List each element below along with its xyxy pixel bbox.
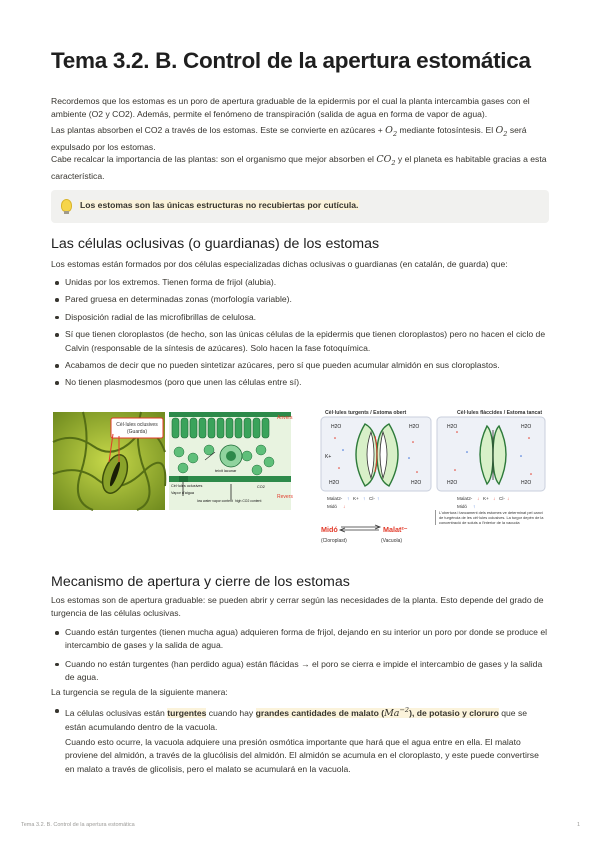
intro-paragraph-3: Cabe recalcar la importancia de las plantas: son el organismo que mejor absorben el $CO_2$ y el planeta es habitable gracias a esta característica.: [51, 154, 547, 182]
h2o-label: H2O: [447, 424, 458, 430]
h2o-label: H2O: [331, 424, 342, 430]
h2o-label: H2O: [411, 480, 422, 486]
svg-text:↑: ↑: [347, 496, 350, 501]
section1-intro: Los estomas están formados por dos células especializadas dichas oclusivas o guardianas (en catalán, de guarda) que:: [51, 259, 508, 269]
intro-paragraph-1: Recordemos que los estomas es un poro de apertura graduable de la epidermis por el cual la planta intercambia gases con el ambiente (O2 y CO2). Además, permite el fenómeno de transpiración (salida de agua en forma de vapor de agua).: [51, 96, 530, 120]
list-item: Cuando no están turgentes (han perdido agua) están flácidas → el poro se cierra e impide el intercambio de gases y la salida de agua.: [51, 658, 549, 685]
svg-text:↑: ↑: [363, 496, 366, 501]
highlight-turgentes: turgentes: [167, 708, 207, 719]
diagram-title-closed: Cèl·lules flàccides / Estoma tancat: [457, 410, 543, 416]
co2-formula: $CO_2$: [376, 154, 396, 167]
h2o-label: H2O: [447, 480, 458, 486]
intro-paragraph-2: Las plantas absorben el CO2 a través de los estomas. Este se convierte en azúcares + $O_2$ mediante fotosíntesis. El $O_2$ será expulsado por los estomas.: [51, 125, 527, 153]
svg-text:↓: ↓: [343, 504, 346, 509]
regulation-intro: La turgencia se regula de la siguiente manera:: [51, 687, 228, 697]
section-heading-guard-cells: Las células oclusivas (o guardianas) de los estomas: [51, 236, 380, 252]
h2o-label: H2O: [521, 480, 532, 486]
leaf-cross-section: [169, 412, 291, 510]
diagram-title-open: Cèl·lules turgents / Estoma obert: [325, 410, 407, 416]
svg-text:↓: ↓: [507, 496, 510, 501]
h2o-label: H2O: [521, 424, 532, 430]
svg-text:↑: ↑: [377, 496, 380, 501]
section2-intro: Los estomas son de apertura graduable: se pueden abrir y cerrar según las necesidades de la planta. Esto depende del grado de turgencia de las células oclusivas.: [51, 595, 544, 619]
svg-text:K+: K+: [483, 496, 489, 501]
page-number: 1: [576, 822, 580, 828]
list-item: Unidas por los extremos. Tienen forma de frijol (alubia).: [51, 276, 549, 289]
page-title: Tema 3.2. B. Control de la apertura estomática: [51, 48, 531, 73]
mido-legend: Midó: [457, 504, 467, 509]
section-label: teixit lacunar: [215, 469, 237, 473]
micrograph-label: (Guarda): [126, 429, 148, 435]
h2o-label: H2O: [409, 424, 420, 430]
stomata-turgor-diagram: [317, 408, 549, 556]
svg-text:Cl-: Cl-: [499, 496, 505, 501]
malat-legend: Malat2-: [457, 496, 473, 501]
svg-text:↑: ↑: [473, 504, 476, 509]
stomata-micrograph: [53, 412, 165, 510]
list-item: Acabamos de decir que no pueden sintetizar azúcares, pero sí que pueden acumular almidón en sus cloroplastos.: [51, 359, 549, 372]
section-heading-mechanism: Mecanismo de apertura y cierre de los estomas: [51, 574, 350, 590]
revers-label: Revers: [277, 494, 293, 500]
malate-label: Malat²⁻: [383, 525, 408, 534]
starch-label: Midó: [321, 525, 338, 534]
svg-text:↓: ↓: [493, 496, 496, 501]
list-item: Cuando están turgentes (tienen mucha agua) adquieren forma de frijol, dejando en su interior un poro por donde se produce el intercambio de gases y la salida de agua.: [51, 626, 549, 653]
list-item: No tienen plasmodesmos (poro que unen las células entre sí).: [51, 376, 549, 389]
o2-formula: $O_2$: [385, 125, 398, 138]
section-label: low water vapor content: [197, 499, 233, 503]
guard-cell-list: [51, 276, 549, 390]
svg-text:↓: ↓: [477, 496, 480, 501]
list-item: La células oclusivas están turgentes cuando hay grandes cantidades de malato $(Ma^{-2})$, de potasio y cloruro que se están acumulando dentro de la vacuola.: [51, 704, 549, 734]
h2o-label: H2O: [329, 480, 340, 486]
mido-legend: Midó: [327, 504, 337, 509]
figures-row: [51, 408, 549, 556]
diagram-note: L'obertura i tancament dels estomes ve determinat pel canvi de turgència de les cèl·lules oclusives. La turgor depèn de la concentració de soluts a l'interior de la vacuola: [435, 510, 547, 525]
footer-title: Tema 3.2. B. Control de la apertura estomática: [21, 822, 135, 828]
regulation-list: [51, 704, 549, 734]
malate-explanation: Cuando esto ocurre, la vacuola adquiere una presión osmótica importante que hará que el agua entre en ella. El malato proviene del almidón, a través de la glucólisis del almidón. El almidón se acumula en el cloroplasto, y este puede convertirse en malato a través de glicolisis, pero el malato se acumulará en la vacuola.: [65, 737, 539, 774]
list-item: Sí que tienen cloroplastos (de hecho, son las únicas células de la epidermis que tienen cloroplastos) pero no hacen el ciclo de Calvin (responsable de la síntesis de azúcares). Solo hacen la fase fotoquímica.: [51, 328, 549, 355]
section-label: CO2: [257, 485, 265, 489]
callout-text: Los estomas son las únicas estructuras no recubiertas por cutícula.: [80, 200, 359, 210]
chloroplast-label: (Cloroplast): [321, 538, 347, 544]
section-label: Cèl·lules oclusives: [171, 484, 203, 488]
anvers-label: Anvers: [277, 415, 293, 421]
svg-text:Cl-: Cl-: [369, 496, 375, 501]
turgor-list: [51, 626, 549, 685]
lightbulb-icon: [61, 199, 72, 212]
section-label: high CO2 content: [235, 499, 262, 503]
highlight-malate: grandes cantidades de malato $(Ma^{-2})$, de potasio y cloruro: [255, 706, 499, 720]
list-item: Pared gruesa en determinadas zonas (morfología variable).: [51, 293, 549, 306]
list-item: Disposición radial de las microfibrillas de celulosa.: [51, 311, 549, 324]
malat-legend: Malat2-: [327, 496, 343, 501]
vacuole-label: (Vacuola): [381, 538, 403, 544]
section-label: Vapor d'aigua: [171, 491, 195, 495]
svg-text:K+: K+: [353, 496, 359, 501]
micrograph-label: Cèl·lules oclusives: [116, 422, 158, 428]
o2-formula: $O_2$: [495, 125, 508, 138]
callout-box: [51, 190, 549, 223]
potassium-label: K+: [325, 454, 332, 460]
